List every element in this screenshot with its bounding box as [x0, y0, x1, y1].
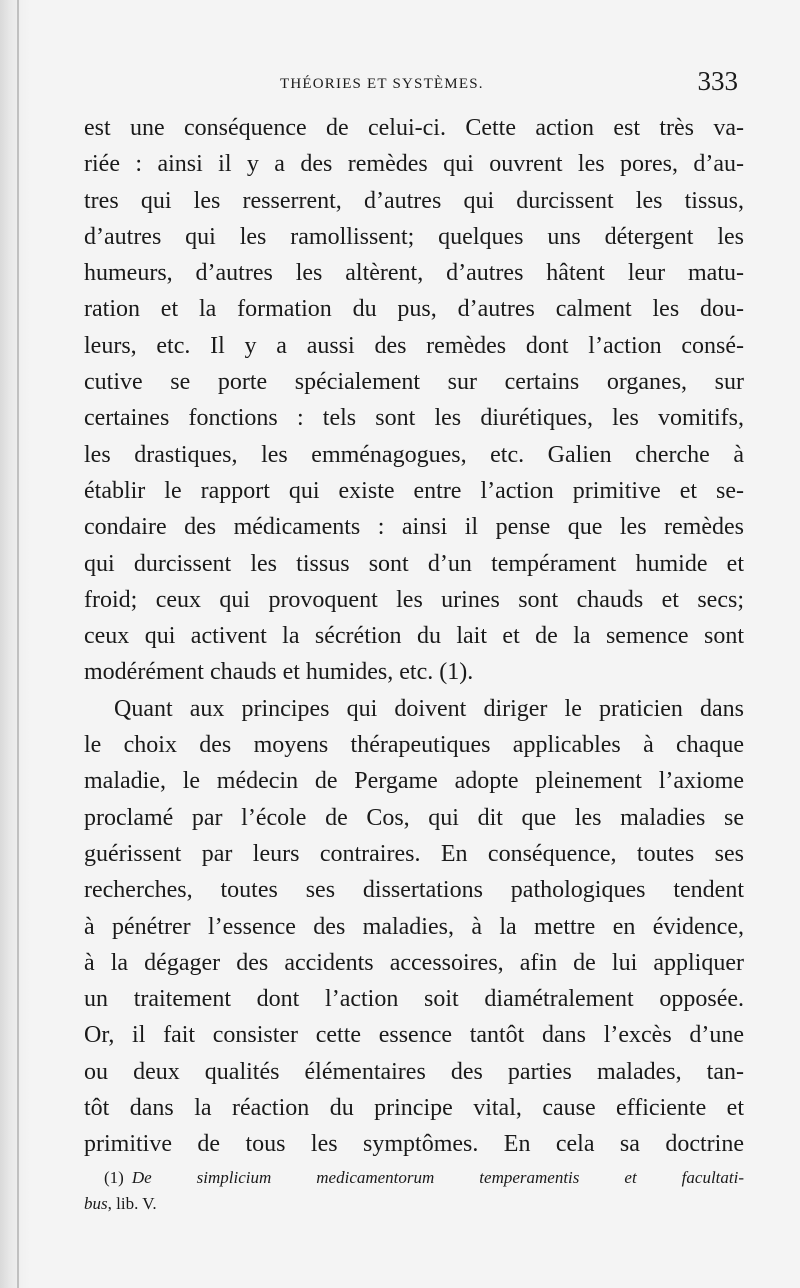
- text-line: guérissent par leurs contraires. En conséquence, toutes ses: [84, 840, 744, 867]
- page-body: [84, 110, 744, 1163]
- text-line: qui durcissent les tissus sont d’un tempérament humide et: [84, 550, 744, 577]
- page-binding-shadow: [0, 0, 30, 1288]
- footnote: [84, 1165, 744, 1217]
- text-line: à la dégager des accidents accessoires, afin de lui appliquer: [84, 949, 744, 976]
- text-line: le choix des moyens thérapeutiques applicables à chaque: [84, 732, 744, 759]
- text-line: tres qui les resserrent, d’autres qui durcissent les tissus,: [84, 187, 744, 214]
- footnote-line-1: [84, 1165, 744, 1191]
- text-line: un traitement dont l’action soit diamétralement opposée.: [84, 986, 744, 1013]
- text-line: condaire des médicaments : ainsi il pense que les remèdes: [84, 514, 744, 541]
- text-line: maladie, le médecin de Pergame adopte pleinement l’axiome: [84, 768, 744, 795]
- text-line: recherches, toutes ses dissertations pathologiques tendent: [84, 877, 744, 904]
- text-line: à pénétrer l’essence des maladies, à la mettre en évidence,: [84, 913, 744, 940]
- page-number: 333: [697, 66, 738, 96]
- text-line: Quant aux principes qui doivent diriger le praticien dans: [114, 695, 744, 722]
- text-line: d’autres qui les ramollissent; quelques uns détergent les: [84, 223, 744, 250]
- text-line: ration et la formation du pus, d’autres calment les dou-: [84, 296, 744, 323]
- footnote-citation-end: bus: [84, 1194, 108, 1213]
- running-head: [84, 66, 744, 98]
- text-line: établir le rapport qui existe entre l’action primitive et se-: [84, 477, 744, 504]
- running-title: THÉORIES ET SYSTÈMES.: [280, 76, 484, 92]
- footnote-book-ref: , lib. V.: [107, 1194, 157, 1213]
- text-line: cutive se porte spécialement sur certains organes, sur: [84, 369, 744, 396]
- text-line: les drastiques, les emménagogues, etc. Galien cherche à: [84, 441, 744, 468]
- footnote-marker: (1): [104, 1168, 124, 1187]
- text-line: humeurs, d’autres les altèrent, d’autres hâtent leur matu-: [84, 260, 744, 287]
- footnote-line-2: [84, 1191, 744, 1217]
- text-line: tôt dans la réaction du principe vital, cause efficiente et: [84, 1095, 744, 1122]
- paragraph-1: [84, 110, 744, 691]
- text-line: froid; ceux qui provoquent les urines sont chauds et secs;: [84, 586, 744, 613]
- text-line: ou deux qualités élémentaires des parties malades, tan-: [84, 1058, 744, 1085]
- footnote-citation: De simplicium medicamentorum temperamentis et facultati-: [131, 1168, 744, 1187]
- text-line: primitive de tous les symptômes. En cela sa doctrine: [84, 1131, 744, 1158]
- text-line: leurs, etc. Il y a aussi des remèdes dont l’action consé-: [84, 332, 744, 359]
- text-line: proclamé par l’école de Cos, qui dit que les maladies se: [84, 804, 744, 831]
- text-line: certaines fonctions : tels sont les diurétiques, les vomitifs,: [84, 405, 744, 432]
- text-line: riée : ainsi il y a des remèdes qui ouvrent les pores, d’au-: [84, 151, 744, 178]
- text-line: est une conséquence de celui-ci. Cette action est très va-: [84, 115, 744, 141]
- text-line: modérément chauds et humides, etc. (1).: [84, 659, 474, 686]
- page-binding-edge: [17, 0, 19, 1288]
- text-line: ceux qui activent la sécrétion du lait et de la semence sont: [84, 623, 744, 650]
- text-line: Or, il fait consister cette essence tantôt dans l’excès d’une: [84, 1022, 744, 1049]
- paragraph-2: [84, 691, 744, 1163]
